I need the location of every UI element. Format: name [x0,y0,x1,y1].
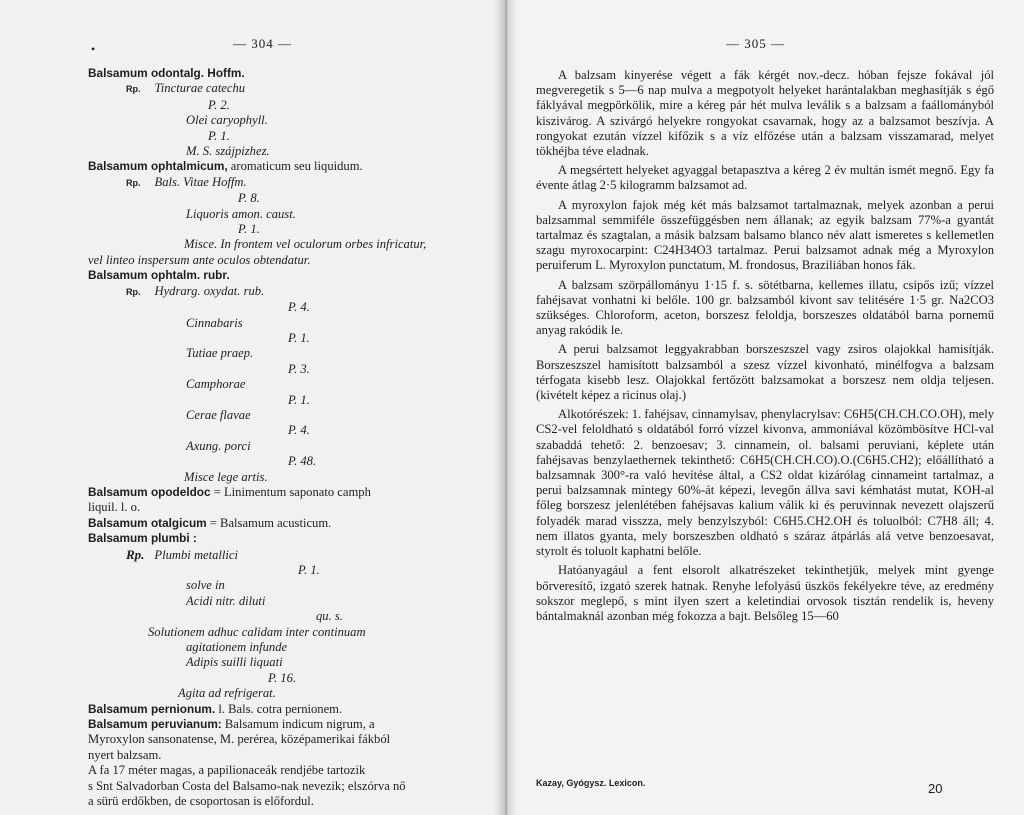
body-paragraph: A myroxylon fajok még két más balzsamot tartalmaznak, melyek azonban a perui balzsammal semmiféle összefüggésben nem állanak; az egyik balzsam 77%-a gyantát tartalmaz és szagtalan, a másik balzsam balsamo blanco név alatt ismeretes s kellemetlen szagu myroxocarpint: C24H34O3 tartalmaz. Perui balzsamot adnak még a Myroxylon peruiferum L. Myroxylon punctatum, M. frondosus, Braziliában honos fák. [536,197,994,273]
left-text-line: P. 1. [298,563,320,577]
recipe-prefix: Rp. [126,84,141,95]
entry-text: Balsamum indicum nigrum, a [221,717,375,732]
left-text-line: s Snt Salvadorban Costa del Balsamo-nak nevezik; elszórva nő [88,778,406,793]
entry-text: l. Bals. cotra pernionem. [215,701,343,716]
body-paragraph: A balzsam szörpállományu 1·15 f. s. sötétbarna, kellemes illatu, csipős izű; vízzel fahéjsavat vonhatni ki belőle. 100 gr. balzsamból kivont sav telitésére 1·5 gr. Na2CO3 szükséges. Chloroform, aceton, borszesz feloldja, borszeszes oldatából barna pornemű anyag rakódik le. [536,277,994,338]
left-text-line: Misce lege artis. [184,469,268,484]
left-text-line: P. 16. [268,670,297,685]
left-text-line [88,175,483,191]
left-text-line: P. 1. [208,128,230,143]
body-paragraph: A perui balzsamot leggyakrabban borszeszszel vagy zsiros olajokkal hamisítják. Borszeszszel hamisított balzsamból a szesz vízzel kivonható, minélfogva a balzsam térfogata kisebb lesz. Olajokkal fertőzött balzsamokat a borszesz nem oldja teljesen. (kivételt képez a ricinus olaj.) [536,342,994,403]
left-text-line: Solutionem adhuc calidam inter continuam [148,624,366,639]
left-text-line: Adipis suilli liquati [186,655,283,670]
left-text-line [88,81,483,97]
left-text-line: Agita ad refrigerat. [178,686,276,701]
body-paragraph: Hatóanyagául a fent elsorolt alkatrészeket tekinthetjük, melyek mint gyenge bőrveresítő, izgató szerek hatnak. Renyhe lefolyású üszkös fekélyekre téve, az eredmény sokszor meglepő, s mint ilyen szert a keletindiai orvosok tisztán rendelik is, heveny bántalmaknál azonban még fokozza a bajt. Belsőleg 15—60 [536,563,994,623]
recipe-ingredient: Bals. Vitae Hoffm. [154,174,247,189]
book-gutter [494,0,518,815]
left-text-line: Balsamum odontalg. Hoffm. [88,66,245,80]
entry-heading: Balsamum otalgicum [88,515,207,530]
left-text-line [88,159,483,174]
left-text-line: Balsamum ophtalm. rubr. [88,268,230,283]
body-paragraph: A megsértett helyeket agyaggal betapasztva a kéreg 2 év multán ismét megnő. Egy fa évente átlag 2·5 kilogramm balzsamot ad. [536,163,994,193]
left-text-line: Misce. In frontem vel oculorum orbes infricatur, [184,237,427,252]
signature-mark: 20 [928,781,943,796]
entry-heading: Balsamum pernionum. [88,701,216,716]
left-text-line: a sürü erdőkben, de csoportosan is előfordul. [88,794,314,809]
page-number-right: — 305 — [726,36,785,51]
body-paragraph: A balzsam kinyerése végett a fák kérgét nov.-decz. hóban fejsze fokával jól megveregetik s 5—6 nap mulva a megpotyolt helyeket harántalakban meghasítják s égő fáklyával megpörkölik, mire a kéreg pár hét mulva leválik s a balzsam a faállományból kiszivárog. A szivárgó helyekre rongyokat csavarnak, hogy az a balzsamot beszívja. A rongyokat ezután vízzel kifőzik s a víz elfőzése után a balzsam visszamarad, melyet tökhéjba téve eladnak. [536,68,994,159]
page-number-left: — 304 — [233,36,292,51]
left-text-line [88,284,483,300]
left-text-line: Balsamum plumbi : [88,531,197,546]
left-text-line: Axung. porci [186,438,251,453]
left-text-line: P. 4. [288,423,310,438]
left-text-line [88,717,483,732]
left-text-line [88,702,483,717]
left-text-line: A fa 17 méter magas, a papilionaceák rendjébe tartozik [88,763,366,778]
left-text-line: nyert balzsam. [88,747,162,762]
left-text-line: P. 1. [288,330,310,345]
recipe-prefix: Rp. [126,546,145,562]
entry-text: = Linimentum saponato camph [210,484,371,499]
left-text-line: solve in [186,578,225,593]
left-text-line: Cerae flavae [186,407,251,422]
entry-heading: Balsamum ophtalmicum, [88,159,228,174]
left-text-line: liquil. l. o. [88,500,141,515]
left-text-line: Olei caryophyll. [186,113,268,128]
left-text-line: M. S. szájpizhez. [186,144,270,159]
left-text-line: Liquoris amon. caust. [186,206,296,221]
entry-heading: Balsamum opodeldoc [88,484,211,499]
left-text-line: Tutiae praep. [186,346,254,361]
left-text-line: P. 48. [288,454,317,469]
right-page [506,0,1024,815]
recipe-ingredient: Tincturae catechu [154,81,246,96]
left-text-line: P. 3. [288,361,310,376]
recipe-prefix: Rp. [126,286,141,297]
recipe-ingredient: Hydrarg. oxydat. rub. [154,283,265,298]
left-text-column [88,66,483,810]
left-text-line: P. 1. [238,222,260,237]
left-text-line: agitationem infunde [186,640,288,655]
left-text-line [88,516,483,531]
left-text-line: Myroxylon sansonatense, M. perérea, középamerikai fákból [88,732,391,747]
left-text-line: vel linteo inspersum ante oculos obtendatur. [88,252,311,267]
left-text-line: qu. s. [316,609,343,624]
left-text-line: P. 1. [288,392,310,407]
left-text-line [88,485,483,500]
left-page [0,0,506,815]
left-text-line [88,547,483,563]
recipe-ingredient: Plumbi metallici [154,547,239,562]
left-text-line: P. 4. [288,300,310,315]
body-paragraph: Alkotórészek: 1. fahéjsav, cinnamylsav, phenylacrylsav: C6H5(CH.CH.CO.OH), mely CS2-vel feloldható s oldatából forró vízzel kivonva, ammoniával közömbösítve HCl-val szabaddá tehető: 2. benzoesav; 3. cinnamein, ol. balsami peruviani, képlete után fahéjsavas benzylaethernek tekinthető: C6H5(CH.CH.CO).O.(C6H5.CH2); előállítható a balzsamnak 300°-ra való hevítése által, a CS2 oldat kizárólag cinnameint tartalmaz, a perui balzsamnak mintegy 60%-át képezi, levegőn állva savi kémhatást mutat, KOH-al főleg borszesz jelenlétében fahéjsavas kalium válik ki és peruvinnak nevezett olajszerű folyadék marad visszza, mely benzylszyból: C6H5.CH2.OH és toluolból: C7H8 áll; 4. nem illatos gyanta, mely borszeszben oldható s száraz átpárlás alá vetve benzoesavat, styrolt és toluolt kaphatni belőle. [536,407,994,559]
left-text-line: P. 2. [208,97,230,112]
left-text-line: Camphorae [186,377,246,392]
entry-heading: Balsamum peruvianum: [88,717,222,732]
left-text-line: Cinnabaris [186,315,243,330]
left-text-line: P. 8. [238,191,260,206]
margin-dot: • [91,42,96,56]
entry-text: = Balsamum acusticum. [206,515,332,530]
footer-publisher: Kazay, Gyógysz. Lexicon. [536,778,646,788]
right-text-column [536,68,994,624]
entry-text: aromaticum seu liquidum. [227,159,363,174]
recipe-prefix: Rp. [126,177,141,188]
left-text-line: Acidi nitr. diluti [186,593,266,608]
